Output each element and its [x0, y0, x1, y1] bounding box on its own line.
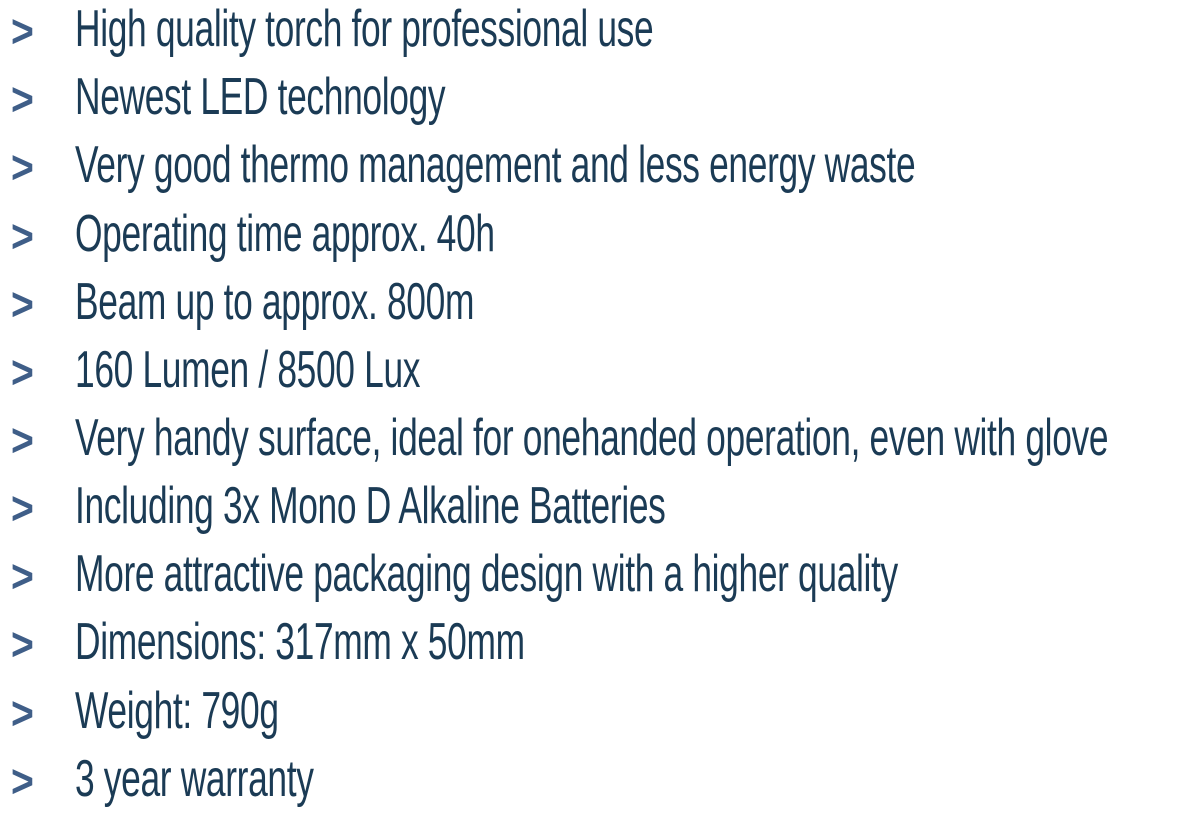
chevron-bullet-icon: >	[11, 345, 34, 398]
chevron-bullet-icon: >	[11, 277, 34, 330]
chevron-bullet-icon: >	[11, 754, 34, 807]
feature-text: 3 year warranty	[75, 749, 314, 808]
feature-text: More attractive packaging design with a higher quality	[75, 545, 898, 604]
feature-text: Operating time approx. 40h	[75, 204, 495, 263]
list-item	[0, 540, 1192, 608]
chevron-bullet-icon: >	[11, 618, 34, 671]
list-item	[0, 268, 1192, 336]
feature-text: Weight: 790g	[75, 681, 279, 740]
feature-text: High quality torch for professional use	[75, 0, 654, 59]
feature-text: Including 3x Mono D Alkaline Batteries	[75, 477, 666, 536]
feature-text: Very handy surface, ideal for onehanded operation, even with glove	[75, 409, 1109, 468]
chevron-bullet-icon: >	[11, 141, 34, 194]
feature-text: Newest LED technology	[75, 68, 446, 127]
feature-text: Very good thermo management and less energy waste	[75, 136, 916, 195]
list-item	[0, 0, 1192, 63]
list-item	[0, 63, 1192, 131]
chevron-bullet-icon: >	[11, 414, 34, 467]
chevron-bullet-icon: >	[11, 73, 34, 126]
list-item	[0, 404, 1192, 472]
chevron-bullet-icon: >	[11, 482, 34, 535]
chevron-bullet-icon: >	[11, 5, 34, 58]
list-item	[0, 131, 1192, 199]
feature-text: 160 Lumen / 8500 Lux	[75, 340, 421, 399]
list-item	[0, 745, 1192, 813]
feature-text: Beam up to approx. 800m	[75, 272, 475, 331]
chevron-bullet-icon: >	[11, 686, 34, 739]
feature-text: Dimensions: 317mm x 50mm	[75, 613, 525, 672]
list-item	[0, 472, 1192, 540]
chevron-bullet-icon: >	[11, 550, 34, 603]
list-item	[0, 199, 1192, 267]
list-item	[0, 336, 1192, 404]
chevron-bullet-icon: >	[11, 209, 34, 262]
list-item	[0, 608, 1192, 676]
list-item	[0, 677, 1192, 745]
